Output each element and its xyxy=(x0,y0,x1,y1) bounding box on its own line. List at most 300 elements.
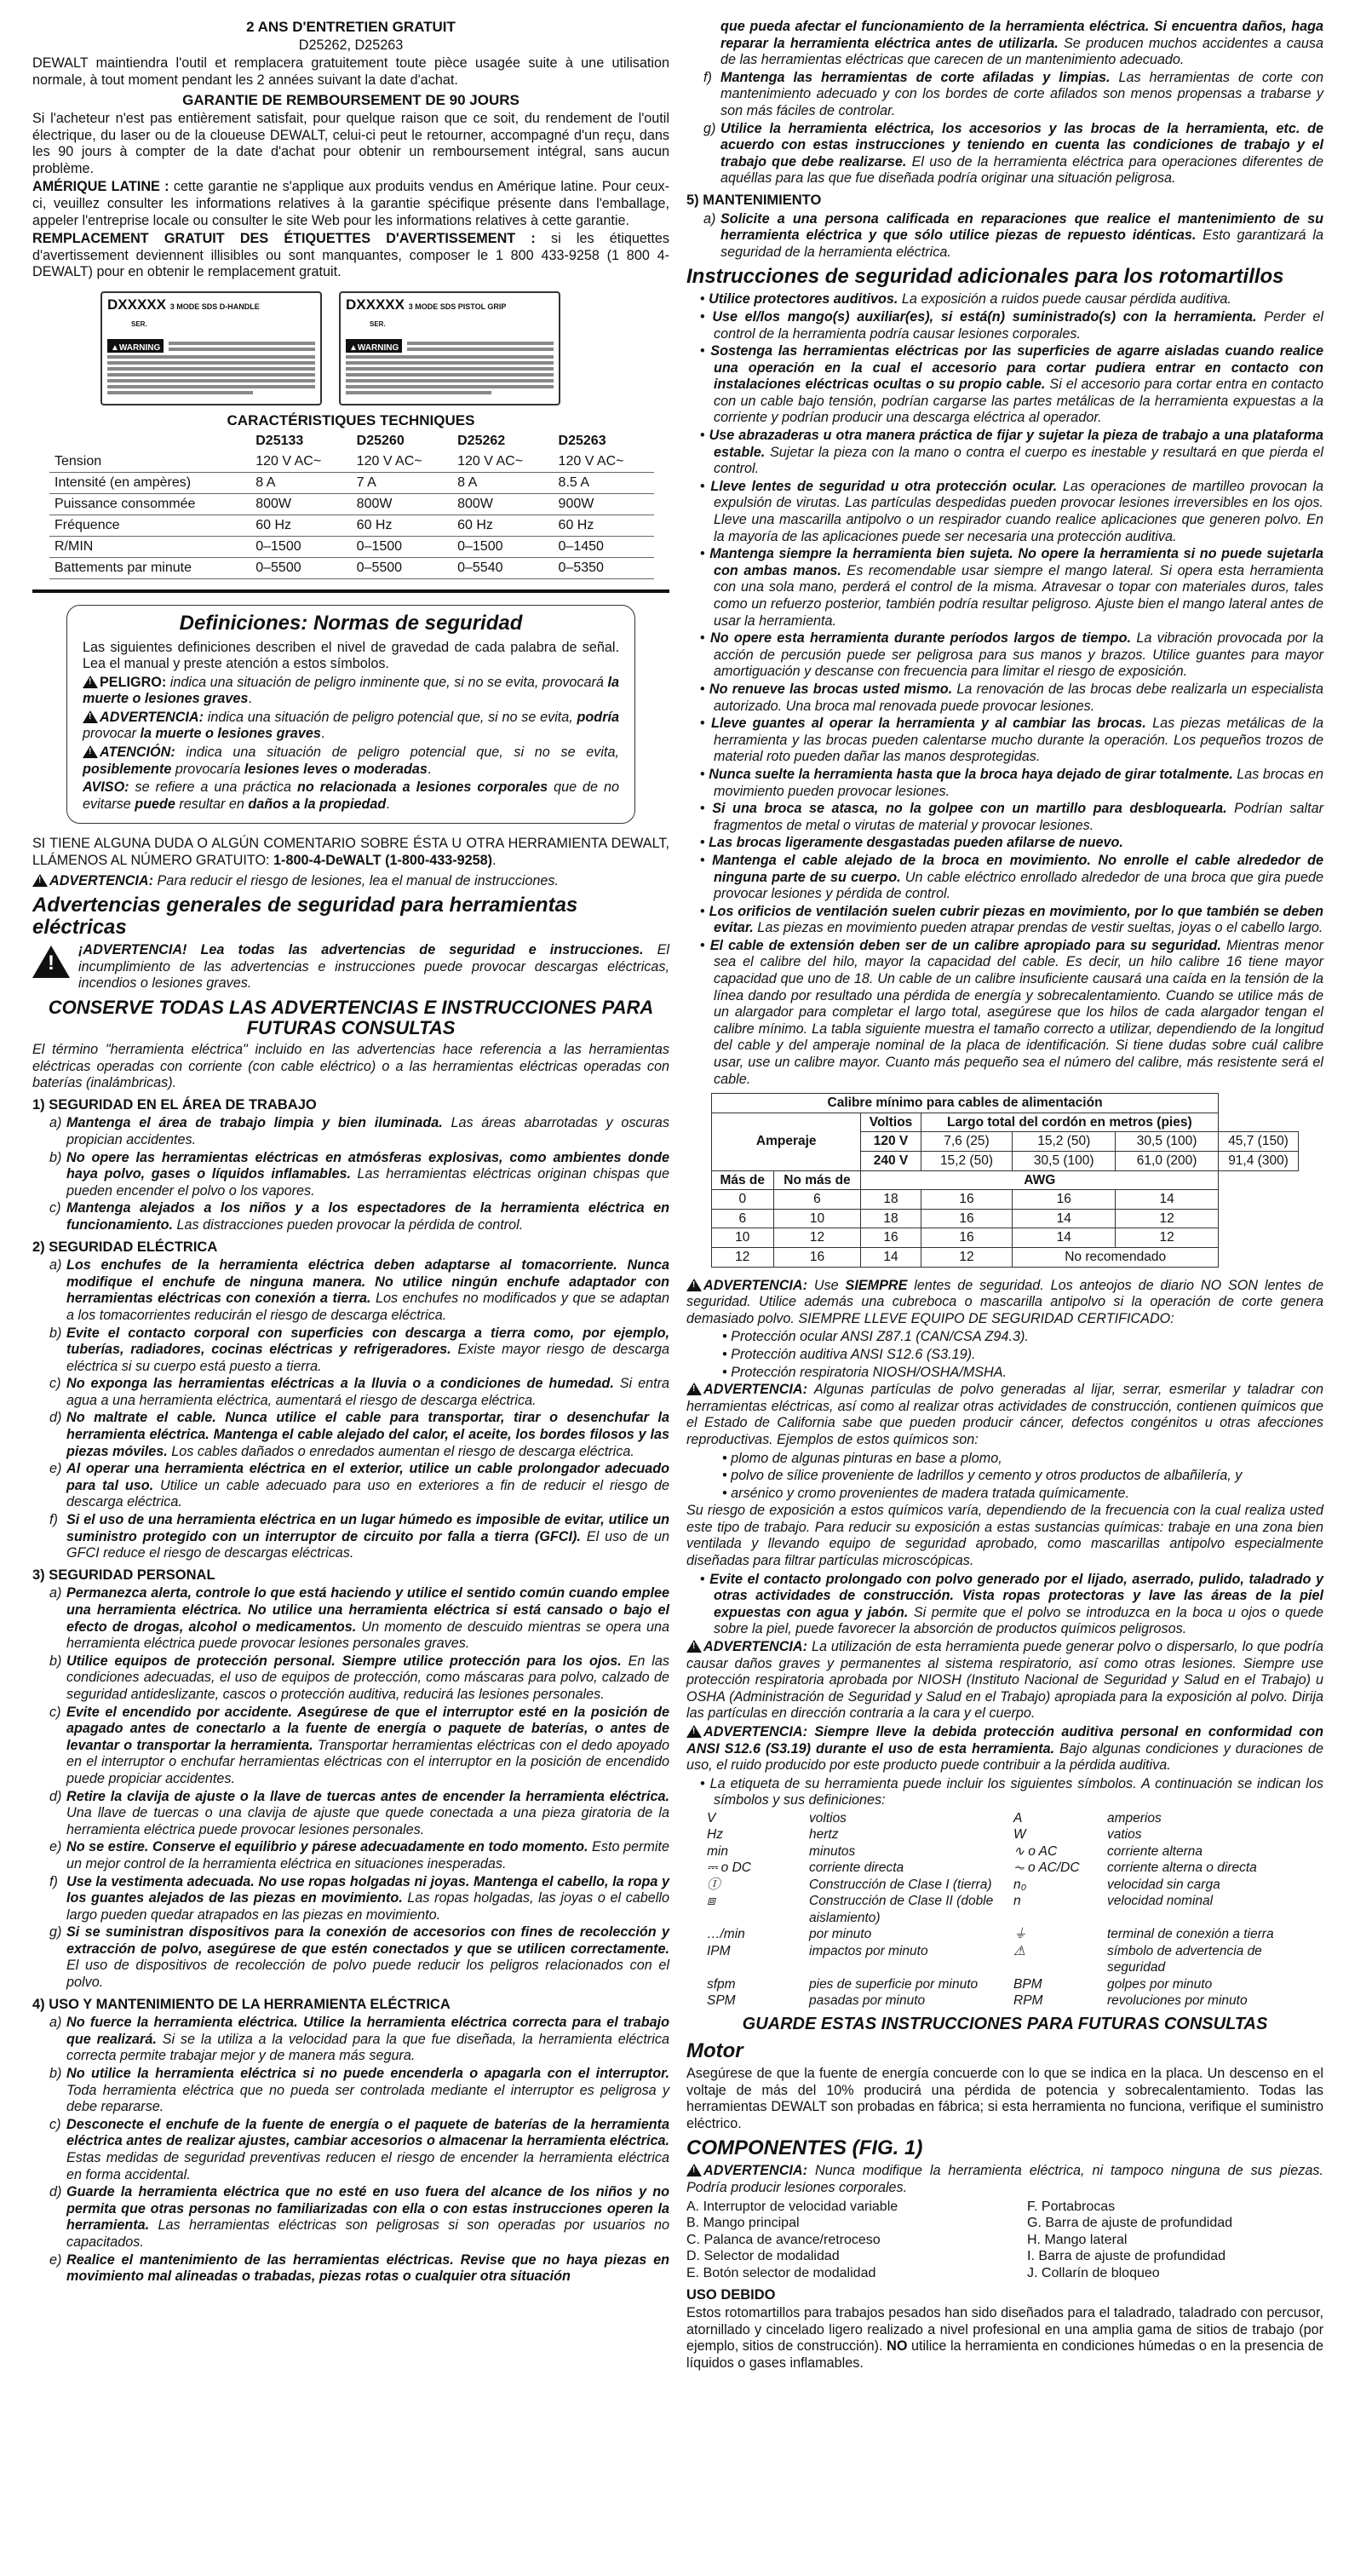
symbol-definition: revoluciones por minuto xyxy=(1107,1993,1248,2009)
def-peligro: !PELIGRO: indica una situación de peligro inminente que, si no se evita, provocará la muerte o lesiones graves. xyxy=(83,675,619,708)
contact-paragraph: SI TIENE ALGUNA DUDA O ALGÚN COMENTARIO SOBRE ÉSTA U OTRA HERRAMIENTA DEWALT, LLÁMENOS AL NÚMERO GRATUITO: 1-800-4-DeWALT (1-800-433-9258). xyxy=(32,836,669,869)
cord-cell: 16 xyxy=(773,1247,861,1267)
spec-cell: 60 Hz xyxy=(250,515,351,536)
item-bold: Si el uso de una herramienta eléctrica en un lugar húmedo es imposible de evitar, utilice un suministro protegido con un interruptor de circuito por falla a tierra (GFCI). xyxy=(66,1512,669,1544)
list-item xyxy=(49,1924,669,1991)
s4-continuation: que pueda afectar el funcionamiento de la herramienta eléctrica. Si encuentra daños, haga reparar la herramienta eléctrica antes de utilizarla. Se producen muchos accidentes a causa de las herramientas eléctricas que carecen de un mantenimiento adecuado. xyxy=(720,19,1323,68)
list-item xyxy=(49,1461,669,1511)
cord-cell: 30,5 (100) xyxy=(1013,1152,1116,1171)
item-letter: a) xyxy=(703,210,716,227)
item-text: Si entra agua a una herramienta eléctrica, aumentará el riesgo de descarga eléctrica. xyxy=(66,1376,669,1408)
section-divider xyxy=(32,589,669,593)
spec-cell: 120 V AC~ xyxy=(554,451,654,473)
spec-cell: 8 A xyxy=(250,472,351,493)
cord-cell: 0 xyxy=(712,1190,774,1210)
label1-ser: SER. xyxy=(131,319,147,328)
list-item: • Las brocas ligeramente desgastadas pueden afilarse de nuevo. xyxy=(700,835,1123,851)
list-item: • Lleve guantes al operar la herramienta y al cambiar las brocas. Las piezas metálicas de la herramienta y las brocas pueden calentarse mucho durante la operación. Los pequeños trozos de material roto pueden dañar las manos desprotegidas. xyxy=(700,716,1323,765)
manual-warning: !ADVERTENCIA: Para reducir el riesgo de lesiones, lea el manual de instrucciones. xyxy=(32,873,669,890)
item-bold: Utilice la herramienta eléctrica, los accesorios y las brocas de la herramienta, etc. de acuerdo con estas instrucciones y teniendo en cuenta las condiciones de trabajo y el trabajo que debe realizarse. xyxy=(720,120,1323,170)
list-item: • Utilice protectores auditivos. La exposición a ruidos puede causar pérdida auditiva. xyxy=(700,291,1231,308)
list-item xyxy=(49,1200,669,1233)
cord-nomas-label: No más de xyxy=(773,1170,861,1190)
label2-sub: 3 MODE SDS PISTOL GRIP xyxy=(408,302,507,311)
symbol-definition: Construcción de Clase II (doble aislamiento) xyxy=(809,1894,994,1925)
warning-triangle-icon xyxy=(83,710,98,723)
spec-header: D25260 xyxy=(356,433,405,448)
item-bold: Realice el mantenimiento de las herramientas eléctricas. Revise que no haya piezas en movimiento mal alineadas o trabadas, piezas rotas o cualquier otra situación xyxy=(66,2251,669,2285)
risk-text: Su riesgo de exposición a estos químicos varía, dependiendo de la frecuencia con la cual realiza usted este tipo de trabajo. Para reducir su exposición a estas sustancias químicas: trabaje en una zona bien ventilada y llevando equipo de seguridad aprobado, como mascarillas antipolvo especialmente diseñadas para filtrar partículas microscópicas. xyxy=(686,1503,1323,1569)
spec-cell: 0–1500 xyxy=(352,536,452,557)
adv-hearing: !ADVERTENCIA: Siempre lleve la debida protección auditiva personal en conformidad con ANSI S12.6 (S3.19) durante el uso de esta herramienta. Bajo algunas condiciones y duraciones de uso, el ruido producido por este producto puede contribuir a la pérdida auditiva. xyxy=(686,1724,1323,1774)
spec-cell: 120 V AC~ xyxy=(250,451,351,473)
warning-triangle-icon xyxy=(686,1725,702,1738)
item-bold: Sostenga las herramientas eléctricas por las superficies de agarre aisladas cuando realice una operación en la cual el accesorio para cortar pudiera entrar en contacto con instalaciones eléctricas ocultas o su propio cable. xyxy=(710,343,1324,393)
item-text: Perder el control de la herramienta podría causar lesiones corporales. xyxy=(714,308,1324,342)
symbol: ∿ o AC xyxy=(1013,1843,1058,1859)
list-item: • Protección auditiva ANSI S12.6 (S3.19). xyxy=(722,1346,976,1362)
components-warning: !ADVERTENCIA: Nunca modifique la herramienta eléctrica, ni tampoco ninguna de sus piezas. Podría producir lesiones corporales. xyxy=(686,2163,1323,2196)
cord-cell: 18 xyxy=(861,1209,921,1228)
item-bold: Mantenga siempre la herramienta bien sujeta. No opere la herramienta si no puede sujetarla con ambas manos. xyxy=(709,546,1323,578)
symbol-definition: corriente alterna o directa xyxy=(1107,1860,1257,1876)
item-bold: Evite el contacto corporal con superficies con descarga a tierra como, por ejemplo, tuberías, radiadores, cocinas eléctricas y refrigeradores. xyxy=(66,1325,669,1358)
s3-list xyxy=(32,1585,669,1991)
list-item xyxy=(49,2252,669,2286)
item-letter: a) xyxy=(49,1585,62,1601)
item-text: Esto garantizará la seguridad de la herramienta eléctrica. xyxy=(720,227,1323,260)
spec-cell: 7 A xyxy=(352,472,452,493)
spec-cell: 0–1500 xyxy=(452,536,553,557)
def-advertencia: !ADVERTENCIA: indica una situación de peligro potencial que, si no se evita, podría provocar la muerte o lesiones graves. xyxy=(83,710,619,743)
list-item xyxy=(49,1376,669,1409)
list-item: • No opere esta herramienta durante períodos largos de tiempo. La vibración provocada por la acción de percusión puede ser peligrosa para sus manos y brazos. Utilice guantes para mayor amortiguación y descanse con frecuencia para limitar el riesgo de exposición. xyxy=(700,630,1323,680)
item-text: Los cables dañados o enredados aumentan el riesgo de descarga eléctrica. xyxy=(167,1443,634,1459)
general-warnings-title: Advertencias generales de seguridad para herramientas eléctricas xyxy=(32,894,578,940)
symbol: ⏚ xyxy=(1013,1927,1027,1942)
cord-gauge-table xyxy=(711,1093,1299,1267)
symbol: Ⓘ xyxy=(707,1877,720,1892)
cord-cell: No recomendado xyxy=(1013,1247,1219,1267)
item-bold: No opere esta herramienta durante períodos largos de tiempo. xyxy=(710,630,1132,647)
component-item: G. Barra de ajuste de profundidad xyxy=(1027,2216,1233,2231)
warning-triangle-icon xyxy=(32,874,48,887)
item-text: Toda herramienta eléctrica que no pueda ser controlada mediante el interruptor es peligrosa y debe repararse. xyxy=(66,2082,669,2115)
warning-triangle-icon xyxy=(686,2164,702,2176)
cord-cell: 30,5 (100) xyxy=(1116,1132,1219,1152)
symbol-definition: corriente directa xyxy=(809,1860,904,1876)
table-row xyxy=(49,451,654,473)
list-item: • Mantenga siempre la herramienta bien sujeta. No opere la herramienta si no puede sujetarla con ambas manos. Es recomendable usar siempre el mango lateral. Si opera esta herramienta con una sola mano, perderá el control de la misma. Atravesar o topar con materiales duros, tales como un refuerzo posterior, también podría resultar peligroso. Ajuste bien el mango lateral antes de usar la herramienta. xyxy=(700,546,1323,629)
symbol-definition: corriente alterna xyxy=(1107,1843,1203,1859)
warning-triangle-icon xyxy=(686,1279,702,1291)
symbol: n₀ xyxy=(1013,1877,1027,1892)
item-text: plomo de algunas pinturas en base a plomo, xyxy=(731,1450,1002,1466)
spec-cell: 0–1500 xyxy=(250,536,351,557)
def-aviso: AVISO: se refiere a una práctica no relacionada a lesiones corporales que de no evitarse puede resultar en daños a la propiedad. xyxy=(83,779,620,812)
additional-title: Instrucciones de seguridad adicionales para los rotomartillos xyxy=(686,265,1284,289)
table-row xyxy=(49,493,654,515)
warranty-text: DEWALT maintiendra l'outil et remplacera gratuitement toute pièce usagée suite à une utilisation normale, à tout moment pendant les 2 années suivant la date d'achat. xyxy=(32,55,669,88)
cord-cell: 14 xyxy=(1116,1190,1219,1210)
item-text: Sujetar la pieza con la mano o contra el cuerpo es inestable y resultará en que pierda el control. xyxy=(714,444,1323,477)
item-letter: b) xyxy=(49,1149,62,1165)
labels-text: si les étiquettes d'avertissement deviennent illisibles ou sont manquantes, composer le 1 800 433-9258 (1 800 4-DEWALT) pour en obtenir le remplacement gratuit. xyxy=(32,231,669,280)
general-warning: ! ¡ADVERTENCIA! Lea todas las advertencias de seguridad e instrucciones. El incumplimiento de las advertencias e instrucciones puede provocar descargas eléctricas, incendios o lesiones graves. xyxy=(32,942,669,992)
spec-cell: Fréquence xyxy=(49,515,250,536)
cord-mas-label: Más de xyxy=(712,1170,774,1190)
label1-fine-lines xyxy=(107,354,315,395)
cord-cell: 15,2 (50) xyxy=(921,1152,1013,1171)
warranty-title: 2 ANS D'ENTRETIEN GRATUIT xyxy=(246,19,456,35)
list-item xyxy=(49,2066,669,2116)
left-column xyxy=(32,19,669,2286)
cord-cell: 15,2 (50) xyxy=(1013,1132,1116,1152)
item-text: El uso de un GFCI reduce el riesgo de descargas eléctricas. xyxy=(66,1528,669,1561)
spec-cell: Tension xyxy=(49,451,250,473)
s1-title: 1) SEGURIDAD EN EL ÁREA DE TRABAJO xyxy=(32,1096,317,1113)
item-text: Las herramientas eléctricas originan chispas que pueden encender el polvo o los vapores. xyxy=(66,1166,669,1199)
item-letter: e) xyxy=(49,1839,62,1855)
item-bold: Utilice protectores auditivos. xyxy=(709,291,898,308)
cord-cell: 16 xyxy=(1013,1190,1116,1210)
item-text: Un cable eléctrico enrollado alrededor de una broca que gira puede provocar lesiones y pérdida de control. xyxy=(714,869,1324,902)
list-item xyxy=(49,1410,669,1460)
spec-cell: Battements par minute xyxy=(49,557,250,578)
label1-fine-print xyxy=(169,341,315,353)
label1-warning: ▲WARNING xyxy=(107,339,164,353)
item-text: Mientras menor sea el calibre del hilo, mayor la capacidad del cable. Es decir, un hilo calibre 16 tiene mayor capacidad que uno de 18. Un cable de un calibre insuficiente causará una caída en la tensión de la línea dando por resultado una pérdida de energía y sobrecalentamiento. Cuando se utilice más de un alargador para completar el largo total, asegúrese que los hilos de cada alargador tengan el calibre mínimo. La tabla siguiente muestra el tamaño correcto a utilizar, dependiendo de la longitud del cable y del amperaje nominal de la placa de identificación. Si tiene dudas sobre cuál calibre usar, use un calibre mayor. Cuanto más pequeño sea el número del calibre, más resistente será el cable. xyxy=(714,937,1323,1087)
spec-cell: R/MIN xyxy=(49,536,250,557)
label2-ser: SER. xyxy=(370,319,386,328)
symbol: min xyxy=(707,1843,728,1859)
item-bold: No maltrate el cable. Nunca utilice el cable para transportar, tirar o desenchufar la herramienta eléctrica. Mantenga el cable alejado del calor, el aceite, los bordes filosos y las piezas móviles. xyxy=(66,1410,669,1459)
cord-volts-label: Voltios xyxy=(861,1113,921,1132)
component-item: D. Selector de modalidad xyxy=(686,2249,840,2264)
component-item: E. Botón selector de modalidad xyxy=(686,2265,876,2280)
item-letter: g) xyxy=(703,120,716,136)
adv-dust: !ADVERTENCIA: La utilización de esta herramienta puede generar polvo o dispersarlo, lo que podría causar daños graves y permanentes al sistema respiratorio, así como otras lesiones. Siempre use protección respiratoria aprobada por NIOSH (Instituto Nacional de Seguridad y Salud en el Trabajo) u OSHA (Administración de Seguridad y Salud en el Trabajo) apropiada para la exposición al polvo. Dirija las partículas en dirección contraria a la cara y el cuerpo. xyxy=(686,1639,1323,1722)
spec-cell: 120 V AC~ xyxy=(452,451,553,473)
symbol: W xyxy=(1013,1827,1026,1843)
list-item xyxy=(49,1839,669,1872)
symbol-definition: golpes por minuto xyxy=(1107,1976,1213,1992)
item-letter: a) xyxy=(49,1257,62,1274)
item-bold: Utilice equipos de protección personal. Siempre utilice protección para los ojos. xyxy=(66,1653,622,1669)
item-text: Podrían saltar fragmentos de metal o virutas de material y provocar lesiones. xyxy=(714,801,1323,833)
item-text: Las piezas metálicas de la herramienta y las brocas pueden calentarse mucho durante la operación. Los pequeños trozos de material roto pueden dañar las manos desprotegidas. xyxy=(714,716,1323,765)
item-text: Protección ocular ANSI Z87.1 (CAN/CSA Z94.3). xyxy=(731,1329,1029,1345)
motor-text: Asegúrese de que la fuente de energía concuerde con lo que se indica en la placa. Un descenso en el voltaje de más del 10% producirá una pérdida de potencia y sobrecalentamiento. Todas las herramientas DEWALT son probadas en fábrica; si esta herramienta no funciona, verifique el suministro eléctrico. xyxy=(686,2065,1323,2131)
item-bold: Al operar una herramienta eléctrica en el exterior, utilice un cable prolongador adecuado para tal uso. xyxy=(66,1461,669,1493)
spec-cell: 900W xyxy=(554,493,654,515)
item-text: El uso de dispositivos de recolección de polvo puede reducir los peligros relacionados con el polvo. xyxy=(66,1958,669,1991)
symbol-definition: voltios xyxy=(809,1810,847,1826)
item-bold: Retire la clavija de ajuste o la llave de tuercas antes de encender la herramienta eléctrica. xyxy=(66,1788,669,1804)
symbol-definition: símbolo de advertencia de seguridad xyxy=(1107,1943,1262,1975)
list-item xyxy=(49,1325,669,1376)
symbol-definition: impactos por minuto xyxy=(809,1943,928,1958)
component-item: H. Mango lateral xyxy=(1027,2232,1128,2247)
spec-cell: 0–5500 xyxy=(352,557,452,578)
item-letter: a) xyxy=(49,2015,62,2031)
item-bold: Mantenga el cable alejado de la broca en movimiento. No enrolle el cable alrededor de ninguna parte de su cuerpo. xyxy=(712,852,1323,885)
label2-warning: ▲WARNING xyxy=(346,339,402,353)
cord-cell: 10 xyxy=(773,1209,861,1228)
label1-title: DXXXXX xyxy=(107,296,166,313)
cord-cell: 10 xyxy=(712,1228,774,1248)
item-bold: No opere las herramientas eléctricas en atmósferas explosivas, como ambientes donde haya polvo, gases o líquidos inflamables. xyxy=(66,1149,669,1182)
item-text: Existe mayor riesgo de descarga eléctrica si su cuerpo está puesto a tierra. xyxy=(66,1342,669,1374)
item-text: Las herramientas eléctricas son peligrosas si son operadas por usuarios no capacitados. xyxy=(66,2217,669,2250)
adv1-list xyxy=(686,1329,1323,1381)
component-item: J. Collarín de bloqueo xyxy=(1027,2265,1160,2280)
spec-cell: 8.5 A xyxy=(554,472,654,493)
component-item: A. Interruptor de velocidad variable xyxy=(686,2199,898,2214)
labels-title: REMPLACEMENT GRATUIT DES ÉTIQUETTES D'AVERTISSEMENT : xyxy=(32,231,536,247)
list-item: • Sostenga las herramientas eléctricas por las superficies de agarre aisladas cuando realice una operación en la cual el accesorio para cortar pudiera entrar en contacto con instalaciones eléctricas ocultas o su propio cable. Si el accesorio para cortar entra en contacto con un cable bajo tensión, podrían cargarse las partes metálicas de la herramienta expuestas a la corriente y podrían producir una descarga eléctrica al operador. xyxy=(700,343,1324,426)
item-letter: f) xyxy=(49,1873,58,1889)
cord-cell: 6 xyxy=(773,1190,861,1210)
spec-header: D25262 xyxy=(457,433,506,448)
label2-fine-print xyxy=(407,341,554,353)
item-text: Si el accesorio para cortar entra en contacto con un cable bajo tensión, podrían cargarse las partes metálicas de la herramienta expuestas a la corriente y podrían producir una descarga eléctrica al operador. xyxy=(714,377,1323,426)
item-text: Las áreas abarrotadas y oscuras propician accidentes. xyxy=(66,1115,669,1147)
spec-cell: 0–5500 xyxy=(250,557,351,578)
item-letter: b) xyxy=(49,2066,62,2082)
item-text: Las ropas holgadas, las joyas o el cabello largo pueden quedar atrapados en las piezas en movimiento. xyxy=(66,1890,669,1923)
definitions-intro: Las siguientes definiciones describen el nivel de gravedad de cada palabra de señal. Lea el manual y preste atención a estos símbolos. xyxy=(83,639,619,672)
s4-title: 4) USO Y MANTENIMIENTO DE LA HERRAMIENTA ELÉCTRICA xyxy=(32,1996,451,2012)
item-text: Las herramientas de corte con mantenimiento adecuado y con los bordes de corte afilados son menos propensas a trabarse y son más fáciles de controlar. xyxy=(720,69,1323,118)
components-title: COMPONENTES (FIG. 1) xyxy=(686,2136,923,2160)
item-bold: Evite el encendido por accidente. Asegúrese de que el interruptor esté en la posición de apagado antes de conectarlo a la fuente de energía o paquete de baterías, o antes de levantar o transportar la herramienta. xyxy=(66,1704,669,1753)
cord-cell: 16 xyxy=(861,1228,921,1248)
spec-cell: 0–5350 xyxy=(554,557,654,578)
list-item xyxy=(703,121,1323,187)
table-row xyxy=(712,1190,1299,1210)
list-item xyxy=(49,1789,669,1839)
item-text: Si se la utiliza a la velocidad para la que fue diseñada, la herramienta eléctrica correcta permite trabajar mejor y de manera más segura. xyxy=(66,2031,669,2064)
item-bold: Use abrazaderas u otra manera práctica de fijar y sujetar la pieza de trabajo a una plataforma estable. xyxy=(709,428,1323,460)
item-bold: Los enchufes de la herramienta eléctrica deben adaptarse al tomacorriente. Nunca modifique el enchufe de ninguna manera. No utilice ningún enchufe adaptador con herramientas eléctricas con conexión a tierra. xyxy=(66,1257,669,1307)
symbol-definition: vatios xyxy=(1107,1827,1142,1843)
cord-cell: 16 xyxy=(921,1209,1013,1228)
item-text: Las distracciones pueden provocar la pérdida de control. xyxy=(173,1216,524,1233)
item-letter: e) xyxy=(49,1461,62,1477)
guarde-heading: GUARDE ESTAS INSTRUCCIONES PARA FUTURAS CONSULTAS xyxy=(742,2014,1268,2033)
spec-cell: 800W xyxy=(250,493,351,515)
item-letter: e) xyxy=(49,2251,62,2268)
list-item xyxy=(703,211,1323,262)
cord-cell: 91,4 (300) xyxy=(1219,1152,1299,1171)
list-item xyxy=(703,70,1323,120)
list-item: • Nunca suelte la herramienta hasta que la broca haya dejado de girar totalmente. Las brocas en movimiento pueden provocar lesiones. xyxy=(700,766,1323,799)
item-text: La vibración provocada por la acción de percusión puede ser peligrosa para sus manos y brazos. Utilice guantes para mayor amortiguación y descanse con frecuencia para limitar el riesgo de exposición. xyxy=(714,630,1323,680)
item-bold: Mantenga el área de trabajo limpia y bien iluminada. xyxy=(66,1115,443,1131)
adv2-list xyxy=(686,1451,1323,1503)
item-text: Transportar herramientas eléctricas con el dedo apoyado en el interruptor o enchufar herramientas eléctricas con el interruptor en la posición de encendido puede propiciar accidentes. xyxy=(66,1737,670,1786)
cord-240-label: 240 V xyxy=(861,1152,921,1171)
spec-cell: 60 Hz xyxy=(452,515,553,536)
symbol-definition: amperios xyxy=(1107,1810,1162,1826)
item-letter: c) xyxy=(49,1704,61,1720)
list-item: • Si una broca se atasca, no la golpee con un martillo para desbloquearla. Podrían saltar fragmentos de metal o virutas de material y provocar lesiones. xyxy=(700,801,1323,833)
spec-header xyxy=(49,431,250,451)
symbol-definition: Construcción de Clase I (tierra) xyxy=(809,1877,992,1892)
list-item xyxy=(49,1653,669,1704)
component-item: I. Barra de ajuste de profundidad xyxy=(1027,2249,1226,2264)
item-letter: b) xyxy=(49,1325,62,1341)
item-bold: Mantenga las herramientas de corte afiladas y limpias. xyxy=(720,69,1111,85)
s4-list xyxy=(32,2015,669,2286)
item-bold: Use el/los mango(s) auxiliar(es), si está(n) suministrado(s) con la herramienta. xyxy=(712,308,1257,325)
table-row xyxy=(712,1209,1299,1228)
spec-cell: 0–1450 xyxy=(554,536,654,557)
avoid-dust: • Evite el contacto prolongado con polvo generado por el lijado, aserrado, pulido, taladrado y otras actividades de construcción. Vista ropas protectoras y lave las áreas de la piel expuestas con agua y jabón. Si permite que el polvo se introduzca en la boca u ojos o quede sobre la piel, puede favorecer la absorción de productos químicos peligrosos. xyxy=(700,1571,1323,1637)
item-bold: Solicite a una persona calificada en reparaciones que realice el mantenimiento de su herramienta eléctrica y que sólo utilice piezas de repuesto idénticas. xyxy=(720,210,1323,244)
warning-label-pistol-grip xyxy=(339,291,560,405)
cord-cell: 12 xyxy=(1116,1228,1219,1248)
item-bold: Si una broca se atasca, no la golpee con un martillo para desbloquearla. xyxy=(712,801,1227,817)
spec-title: CARACTÉRISTIQUES TECHNIQUES xyxy=(227,411,475,428)
item-bold: Las brocas ligeramente desgastadas pueden afilarse de nuevo. xyxy=(709,835,1123,851)
list-item: • arsénico y cromo provenientes de madera tratada químicamente. xyxy=(722,1485,1130,1501)
item-bold: Use la vestimenta adecuada. No use ropas holgadas ni joyas. Mantenga el cabello, la ropa y los guantes alejados de las piezas en movimiento. xyxy=(66,1873,669,1906)
list-item: • Lleve lentes de seguridad u otra protección ocular. Las operaciones de martilleo provocan la expulsión de virutas. Las partículas despedidas pueden provocar lesiones irreversibles en los ojos. Lleve una mascarilla antipolvo o un respirador cuando realice aplicaciones que generen polvo. En la mayoría de las aplicaciones puede ser necesaria una protección auditiva. xyxy=(700,478,1323,544)
table-row xyxy=(49,472,654,493)
symbols-grid xyxy=(707,1810,1323,2010)
definitions-title: Definiciones: Normas de seguridad xyxy=(179,611,523,635)
adv-chemicals: !ADVERTENCIA: Algunas partículas de polvo generadas al lijar, serrar, esmerilar y taladrar con herramientas eléctricas, así como al realizar otras actividades de construcción, contienen químicos que el Estado de California sabe que pueden producir cáncer, defectos congénitos u otras afecciones reproductivas. Ejemplos de estos químicos son: xyxy=(686,1382,1323,1448)
additional-list xyxy=(686,291,1323,1088)
item-letter: c) xyxy=(49,2116,61,2132)
list-item: • polvo de sílice proveniente de ladrillos y cemento y otros productos de albañilería, y xyxy=(722,1468,1243,1484)
list-item: • El cable de extensión deben ser de un calibre apropiado para su seguridad. Mientras menor sea el calibre del hilo, mayor la capacidad del cable. Es decir, un hilo calibre 16 tiene mayor capacidad que uno de 18. Un cable de un calibre insuficiente causará una caída en la tensión de la línea dando por resultado una pérdida de energía y sobrecalentamiento. Cuando se utilice más de un alargador para completar el largo total, asegúrese que los hilos de cada alargador tengan el calibre mínimo. La tabla siguiente muestra el tamaño correcto a utilizar, dependiendo de la longitud del cable y del amperaje nominal de la placa de identificación. Si tiene dudas sobre cuál calibre usar, use un calibre mayor. Cuanto más pequeño sea el número del calibre, más resistente será el cable. xyxy=(700,937,1323,1087)
cord-amp-label: Amperaje xyxy=(712,1113,861,1170)
adv-safety-glasses: !ADVERTENCIA: Use SIEMPRE lentes de seguridad. Los anteojos de diario NO SON lentes de seguridad. Utilice además una cubreboca o mascarilla antipolvo si la operación de corte genera demasiado polvo. SIEMPRE LLEVE EQUIPO DE SEGURIDAD CERTIFICADO: xyxy=(686,1278,1323,1328)
cord-length-label: Largo total del cordón en metros (pies) xyxy=(921,1113,1218,1132)
s2-title: 2) SEGURIDAD ELÉCTRICA xyxy=(32,1239,218,1255)
cord-cell: 12 xyxy=(712,1247,774,1267)
item-bold: Mantenga alejados a los niños y a los espectadores de la herramienta eléctrica en funcionamiento. xyxy=(66,1200,669,1233)
uso-text: Estos rotomartillos para trabajos pesados han sido diseñados para el taladrado, taladrado con percusor, atornillado y cincelado ligero realizado a nivel profesional en una amplia gama de sitios de trabajo (por ejemplo, sitios de construcción). NO utilice la herramienta en condiciones húmedas o en la presencia de líquidos o gases inflamables. xyxy=(686,2305,1323,2371)
cord-cell: 18 xyxy=(861,1190,921,1210)
item-text: Protección auditiva ANSI S12.6 (S3.19). xyxy=(731,1346,976,1362)
spec-header: D25133 xyxy=(255,433,304,448)
item-letter: d) xyxy=(49,2184,62,2200)
cord-cell: 6 xyxy=(712,1209,774,1228)
warranty-models: D25262, D25263 xyxy=(298,37,404,53)
list-item: • No renueve las brocas usted mismo. La renovación de las brocas debe realizarla un especialista autorizado. Una broca mal renovada puede provocar lesiones. xyxy=(700,681,1323,714)
item-bold: No exponga las herramientas eléctricas a la lluvia o a condiciones de humedad. xyxy=(66,1376,614,1392)
latam-title: AMÉRIQUE LATINE : xyxy=(32,179,169,195)
item-bold: No utilice la herramienta eléctrica si no puede encenderla o apagarla con el interruptor. xyxy=(66,2066,669,2082)
item-bold: Lleve guantes al operar la herramienta y al cambiar las brocas. xyxy=(710,716,1146,732)
term-text: El término "herramienta eléctrica" incluido en las advertencias hace referencia a las herramientas eléctricas operadas con corriente (con cable eléctrico) o a las herramientas eléctricas operadas con baterías (inalámbricas). xyxy=(32,1042,669,1091)
symbols-intro: • La etiqueta de su herramienta puede incluir los siguientes símbolos. A continuación se indican los símbolos y sus definiciones: xyxy=(700,1775,1323,1808)
symbol: IPM xyxy=(707,1943,731,1958)
list-item xyxy=(49,1150,669,1200)
spec-cell: 8 A xyxy=(452,472,553,493)
table-row xyxy=(49,515,654,536)
cord-cell: 7,6 (25) xyxy=(921,1132,1013,1152)
uso-title: USO DEBIDO xyxy=(686,2286,776,2303)
item-text: En las condiciones adecuadas, el uso de equipos de protección, como máscaras para polvo, calzado de seguridad antideslizante, cascos o protección auditiva, reducirá las lesiones personales. xyxy=(66,1653,669,1702)
list-item: • Use el/los mango(s) auxiliar(es), si está(n) suministrado(s) con la herramienta. Perder el control de la herramienta podría causar lesiones corporales. xyxy=(700,308,1324,342)
item-bold: Lleve lentes de seguridad u otra protección ocular. xyxy=(710,478,1058,494)
table-row xyxy=(712,1247,1299,1267)
warning-triangle-icon xyxy=(686,1640,702,1653)
list-item xyxy=(49,2015,669,2065)
label2-fine-lines xyxy=(346,354,554,395)
list-item xyxy=(49,2117,669,2183)
list-item xyxy=(49,1585,669,1652)
item-bold: Si se suministran dispositivos para la conexión de accesorios con fines de recolección y extracción de polvo, asegúrese de que estén conectados y que se utilicen correctamente. xyxy=(66,1924,669,1957)
symbol: …/min xyxy=(707,1927,745,1942)
spec-cell: 120 V AC~ xyxy=(352,451,452,473)
item-text: Utilice un cable adecuado para uso en exteriores a fin de reducir el riesgo de descarga eléctrica. xyxy=(66,1477,669,1510)
table-row xyxy=(49,557,654,578)
symbol: SPM xyxy=(707,1993,736,2009)
cord-cell: 16 xyxy=(921,1190,1013,1210)
item-letter: f) xyxy=(49,1512,58,1528)
list-item: • Use abrazaderas u otra manera práctica de fijar y sujetar la pieza de trabajo a una plataforma estable. Sujetar la pieza con la mano o contra el cuerpo es inestable y resultará en que pierda el control. xyxy=(700,428,1323,477)
components-list xyxy=(686,2199,1323,2282)
item-text: Estas medidas de seguridad preventivas reducen el riesgo de encender la herramienta eléctrica en forma accidental. xyxy=(66,2150,669,2182)
cord-cell: 45,7 (150) xyxy=(1219,1132,1299,1152)
symbol: V xyxy=(707,1810,716,1826)
s3-title: 3) SEGURIDAD PERSONAL xyxy=(32,1567,215,1583)
s5-title: 5) MANTENIMIENTO xyxy=(686,192,822,208)
item-text: Protección respiratoria NIOSH/OSHA/MSHA. xyxy=(731,1364,1007,1380)
symbol-definition: terminal de conexión a tierra xyxy=(1107,1927,1274,1942)
cord-cell: 14 xyxy=(861,1247,921,1267)
symbol-definition: minutos xyxy=(809,1843,856,1859)
symbol: RPM xyxy=(1013,1993,1043,2009)
item-text: La renovación de las brocas debe realizarla un especialista autorizado. Una broca mal renovada puede provocar lesiones. xyxy=(714,681,1323,714)
list-item xyxy=(49,1115,669,1148)
item-text: polvo de sílice proveniente de ladrillos y cemento y otros productos de albañilería, y xyxy=(731,1468,1243,1484)
warning-triangle-icon xyxy=(83,745,98,758)
item-letter: c) xyxy=(49,1200,61,1216)
item-text: Una llave de tuercas o una clavija de ajuste que quede conectada a una pieza giratoria de la herramienta eléctrica puede provocar lesiones personales. xyxy=(66,1805,669,1837)
symbol-definition: pasadas por minuto xyxy=(809,1993,926,2009)
item-text: Las operaciones de martilleo provocan la expulsión de virutas. Las partículas despedidas pueden provocar lesiones irreversibles en los ojos. Lleve una mascarilla antipolvo o un respirador cuando realice aplicaciones que generen polvo. En la mayoría de las aplicaciones puede ser necesaria una protección auditiva. xyxy=(714,478,1323,544)
item-letter: f) xyxy=(703,69,712,85)
item-text: Las brocas en movimiento pueden provocar lesiones. xyxy=(714,766,1323,799)
item-text: Un momento de descuido mientras se opera una herramienta eléctrica puede provocar lesiones personales graves. xyxy=(66,1619,669,1652)
list-item: • Protección respiratoria NIOSH/OSHA/MSHA. xyxy=(722,1364,1007,1380)
item-bold: No fuerce la herramienta eléctrica. Utilice la herramienta eléctrica correcta para el trabajo que realizará. xyxy=(66,2015,669,2047)
spec-cell: Intensité (en ampères) xyxy=(49,472,250,493)
spec-cell: 0–5540 xyxy=(452,557,553,578)
item-letter: a) xyxy=(49,1115,62,1131)
item-text: Los enchufes no modificados y que se adaptan a los tomacorrientes reducirán el riesgo de descarga eléctrica. xyxy=(66,1291,670,1323)
component-item: C. Palanca de avance/retroceso xyxy=(686,2232,881,2247)
item-bold: No renueve las brocas usted mismo. xyxy=(709,681,953,697)
item-text: Esto permite un mejor control de la herramienta eléctrica en situaciones inesperadas. xyxy=(66,1839,669,1872)
s1-list xyxy=(32,1115,669,1233)
item-letter: b) xyxy=(49,1653,62,1669)
s5-list xyxy=(686,211,1323,262)
symbol: n xyxy=(1013,1894,1021,1909)
spec-header: D25263 xyxy=(558,433,606,448)
right-column xyxy=(686,19,1323,2373)
symbol: ⚠ xyxy=(1013,1943,1025,1958)
item-text: Es recomendable usar siempre el mango lateral. Si opera esta herramienta con una sola mano, perderá el control de la misma. Atravesar o topar con materiales duros, tales como un refuerzo posterior, también podría resultar peligroso. Ajuste bien el mango lateral antes de usar la herramienta. xyxy=(714,562,1323,629)
contact-phone: 1-800-4-DeWALT (1-800-433-9258) xyxy=(273,853,493,869)
